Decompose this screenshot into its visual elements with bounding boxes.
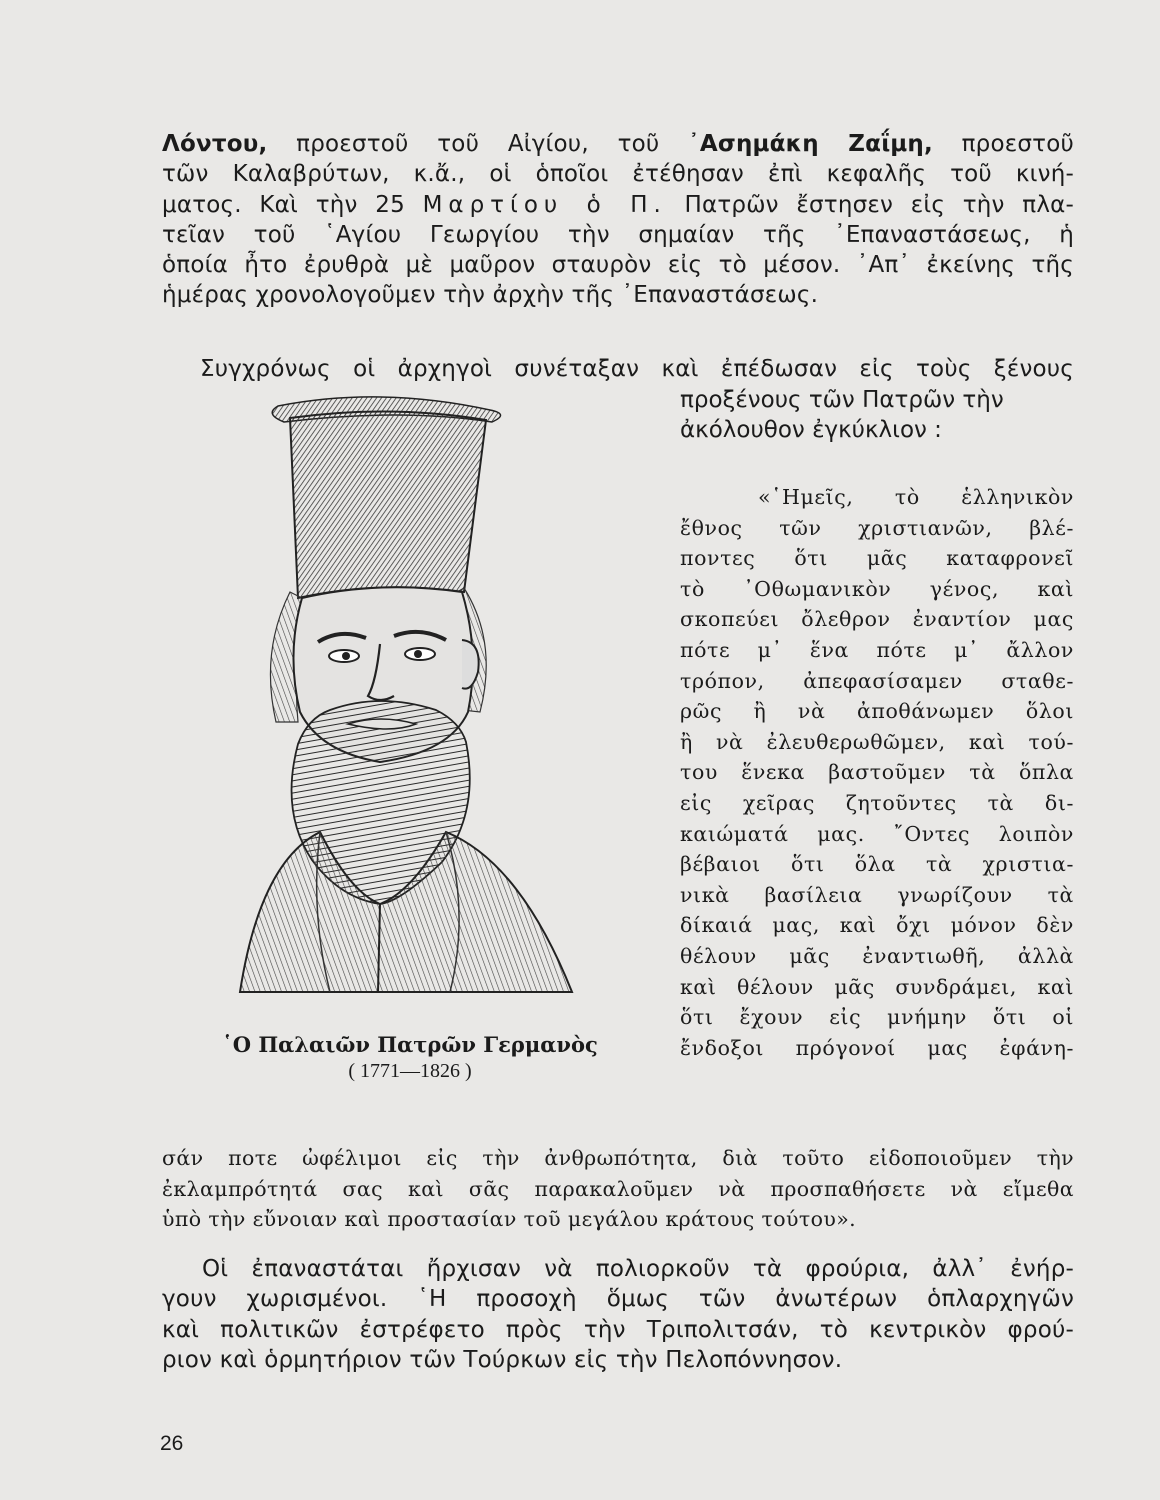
paragraph-3-line-1: Οἱ ἐπαναστάται ἤρχισαν νὰ πολιορκοῦν τὰ φρούρια, ἀλλ᾿ ἐνήρ-: [202, 1256, 1074, 1282]
proclamation-line-10: του ἕνεκα βαστοῦμεν τὰ ὅπλα: [680, 760, 1074, 785]
proclamation-line-12: καιώματά μας. ῎Οντες λοιπὸν: [680, 821, 1074, 846]
paragraph-1-line-3: [162, 190, 1074, 220]
proclamation-line-19: ἔνδοξοι πρόγονοί μας ἐφάνη-: [680, 1035, 1074, 1060]
paragraph-1: [162, 129, 1074, 311]
proclamation-line-3: ποντες ὅτι μᾶς καταφρονεῖ: [680, 546, 1074, 571]
proclamation-line-17: καὶ θέλουν μᾶς συνδράμει, καὶ: [680, 974, 1074, 999]
proclamation-line-4: τὸ ᾿Οθωμανικὸν γένος, καὶ: [680, 576, 1074, 601]
bold-name-lontou: Λόντου,: [162, 131, 268, 157]
figure-caption-years: ( 1771—1826 ): [348, 1060, 472, 1082]
paragraph-1-line-2: τῶν Καλαβρύτων, κ.ἄ., οἱ ὁποῖοι ἐτέθησαν ἐπὶ κεφαλῆς τοῦ κινή-: [162, 161, 1074, 188]
spaced-date-text: Μαρτίου ὁ Π.: [422, 191, 667, 218]
proclamation-line-18: ὅτι ἔχουν εἰς μνήμην ὅτι οἱ: [680, 1005, 1074, 1030]
paragraph-3: [162, 1254, 1074, 1375]
portrait-illustration: [180, 392, 668, 1010]
paragraph-3-line-4: ριον καὶ ὁρμητήριον τῶν Τούρκων εἰς τὴν Πελοπόννησον.: [162, 1346, 843, 1373]
text-segment: προεστοῦ: [932, 131, 1074, 157]
proclamation-line-20: σάν ποτε ὠφέλιμοι εἰς τὴν ἀνθρωπότητα, διὰ τοῦτο εἰδοποιοῦμεν τὴν: [162, 1146, 1074, 1170]
proclamation-line-21: ἐκλαμπρότητά σας καὶ σᾶς παρακαλοῦμεν νὰ προσπαθήσετε νὰ εἴμεθα: [162, 1176, 1074, 1201]
proclamation-column: [680, 482, 1074, 1063]
proclamation-line-9: ἢ νὰ ἐλευθερωθῶμεν, καὶ τού-: [680, 729, 1074, 754]
proclamation-line-1: «῾Ημεῖς, τὸ ἑλληνικὸν: [758, 485, 1074, 509]
proclamation-line-6: πότε μ᾿ ἕνα πότε μ᾿ ἄλλον: [680, 637, 1074, 662]
paragraph-1-line-4: τεῖαν τοῦ ῾Αγίου Γεωργίου τὴν σημαίαν τῆς ᾿Επαναστάσεως, ἡ: [162, 221, 1074, 248]
proclamation-line-14: νικὰ βασίλεια γνωρίζουν τὰ: [680, 882, 1074, 907]
paragraph-2-column: [680, 385, 1076, 446]
figure-caption-name: ῾Ο Παλαιῶν Πατρῶν Γερμανὸς: [222, 1032, 598, 1057]
paragraph-2-line-2: προξένους τῶν Πατρῶν τὴν: [680, 387, 1004, 413]
paragraph-1-line-6: ἡμέρας χρονολογοῦμεν τὴν ἀρχὴν τῆς ᾿Επαναστάσεως.: [162, 282, 819, 309]
text-segment: ματος. Καὶ τὴν 25: [162, 191, 423, 218]
text-segment: Πατρῶν ἔστησεν εἰς τὴν πλα-: [666, 191, 1074, 218]
proclamation-line-13: βέβαιοι ὅτι ὅλα τὰ χριστια-: [680, 852, 1074, 877]
pupil-right: [414, 650, 422, 658]
proclamation-line-15: δίκαιά μας, καὶ ὄχι μόνον δὲν: [680, 913, 1074, 938]
paragraph-1-line-5: ὁποία ἦτο ἐρυθρὰ μὲ μαῦρον σταυρὸν εἰς τὸ μέσον. ᾿Απ᾿ ἐκείνης τῆς: [162, 252, 1074, 279]
bold-name-zaimi: ᾿Ασημάκη Ζαΐμη,: [688, 131, 933, 157]
proclamation-line-11: εἰς χεῖρας ζητοῦντες τὰ δι-: [680, 790, 1074, 815]
page-number: 26: [160, 1432, 184, 1455]
proclamation-line-8: ρῶς ἢ νὰ ἀποθάνωμεν ὅλοι: [680, 699, 1074, 724]
proclamation-continuation: [162, 1143, 1074, 1235]
paragraph-2-line-3: ἀκόλουθον ἐγκύκλιον :: [680, 417, 942, 444]
proclamation-line-2: ἔθνος τῶν χριστιανῶν, βλέ-: [680, 515, 1074, 540]
proclamation-line-16: θέλουν μᾶς ἐναντιωθῆ, ἀλλὰ: [680, 943, 1074, 968]
paragraph-3-line-3: καὶ πολιτικῶν ἐστρέφετο πρὸς τὴν Τριπολιτσάν, τὸ κεντρικὸν φρού-: [162, 1316, 1074, 1343]
paragraph-2-intro: [200, 354, 1074, 384]
paragraph-1-line-1: [162, 129, 1074, 159]
paragraph-3-line-2: γουν χωρισμένοι. ῾Η προσοχὴ ὅμως τῶν ἀνωτέρων ὁπλαρχηγῶν: [162, 1286, 1074, 1313]
paragraph-2-line-1: Συγχρόνως οἱ ἀρχηγοὶ συνέταξαν καὶ ἐπέδωσαν εἰς τοὺς ξένους: [200, 356, 1074, 382]
proclamation-line-22: ὑπὸ τὴν εὔνοιαν καὶ προστασίαν τοῦ μεγάλου κράτους τούτου».: [162, 1207, 857, 1232]
text-segment: προεστοῦ τοῦ Αἰγίου, τοῦ: [267, 131, 689, 157]
hat-body: [290, 411, 486, 598]
proclamation-line-7: τρόπον, ἀπεφασίσαμεν σταθε-: [680, 668, 1074, 693]
proclamation-line-5: σκοπεύει ὄλεθρον ἐναντίον μας: [680, 607, 1074, 632]
pupil-left: [342, 652, 350, 660]
